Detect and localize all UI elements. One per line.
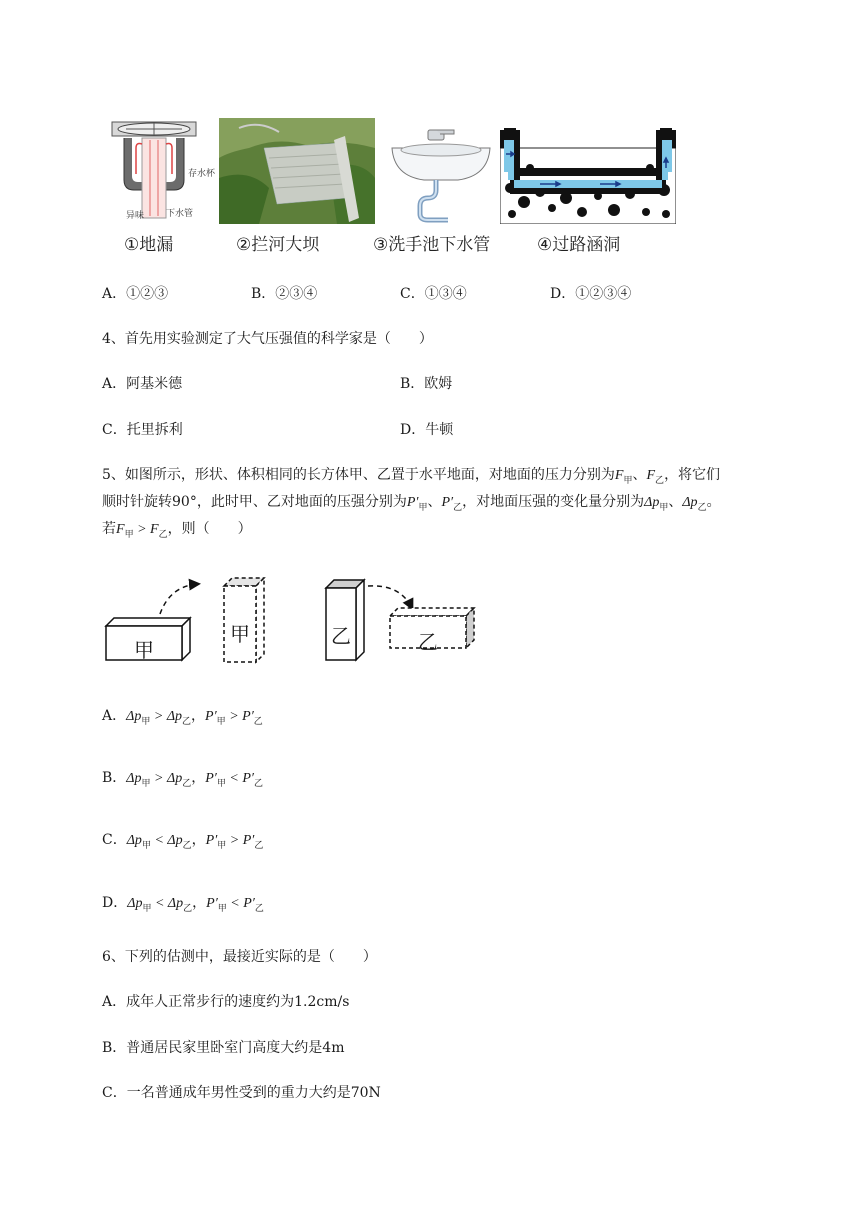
box-label-yi-standing: 乙: [331, 624, 351, 648]
q5-stem-line3: 若$F_甲 > F_乙$，则（ ）: [102, 521, 252, 539]
q4-option-a: A．阿基米德: [102, 376, 183, 392]
q6-stem: 6、下列的估测中，最接近实际的是（ ）: [102, 949, 377, 965]
q4-stem: 4、首先用实验测定了大气压强值的科学家是（ ）: [102, 331, 433, 347]
box-label-jia-standing: 甲: [230, 622, 250, 646]
figure-culvert: [500, 128, 676, 224]
q5-option-d: D．$\Delta p_甲 < \Delta p_乙$，$P'_甲 < P'_乙$: [102, 895, 264, 913]
figure-dam-photo: [219, 118, 375, 224]
q6-option-b: B．普通居民家里卧室门高度大约是4m: [102, 1040, 345, 1056]
q6-option-a: A．成年人正常步行的速度约为1.2cm/s: [102, 994, 350, 1010]
q4-option-b: B．欧姆: [400, 376, 453, 392]
q5-option-a: A．$\Delta p_甲 > \Delta p_乙$，$P'_甲 > P'_乙$: [102, 708, 263, 726]
box-label-yi-lying: 乙: [418, 630, 438, 654]
label-pipe: 下水管: [166, 209, 194, 219]
label-cup: 存水杯: [188, 169, 216, 179]
q5-stem-line1: 5、如图所示，形状、体积相同的长方体甲、乙置于水平地面，对地面的压力分别为$F_甲$、$F_乙$，将它们: [102, 467, 721, 485]
q5-option-c: C．$\Delta p_甲 < \Delta p_乙$，$P'_甲 > P'_乙$: [102, 832, 264, 850]
q3-option-d: D．①②③④: [550, 286, 632, 302]
q3-option-a: A．①②③: [102, 286, 169, 302]
caption-sink-pipe: ③洗手池下水管: [373, 235, 491, 255]
q3-option-c: C．①③④: [400, 286, 467, 302]
caption-dam: ②拦河大坝: [236, 235, 320, 255]
box-label-jia-lying: 甲: [134, 638, 154, 662]
q4-option-d: D．牛顿: [400, 422, 454, 438]
caption-floor-drain: ①地漏: [124, 235, 174, 255]
label-odor: 异味: [126, 211, 145, 221]
q4-option-c: C．托里拆利: [102, 422, 183, 438]
q3-option-b: B．②③④: [251, 286, 318, 302]
caption-culvert: ④过路涵洞: [537, 235, 621, 255]
q6-option-c: C．一名普通成年男性受到的重力大约是70N: [102, 1085, 381, 1101]
figure-sink-pipe: [388, 124, 494, 224]
q5-option-b: B．$\Delta p_甲 > \Delta p_乙$，$P'_甲 < P'_乙$: [102, 770, 263, 788]
q5-stem-line2: 顺时针旋转90°，此时甲、乙对地面的压强分别为$P'_甲$、$P'_乙$，对地面压强的变化量分别为$\Delta p_甲$、$\Delta p_乙$。: [102, 494, 721, 512]
